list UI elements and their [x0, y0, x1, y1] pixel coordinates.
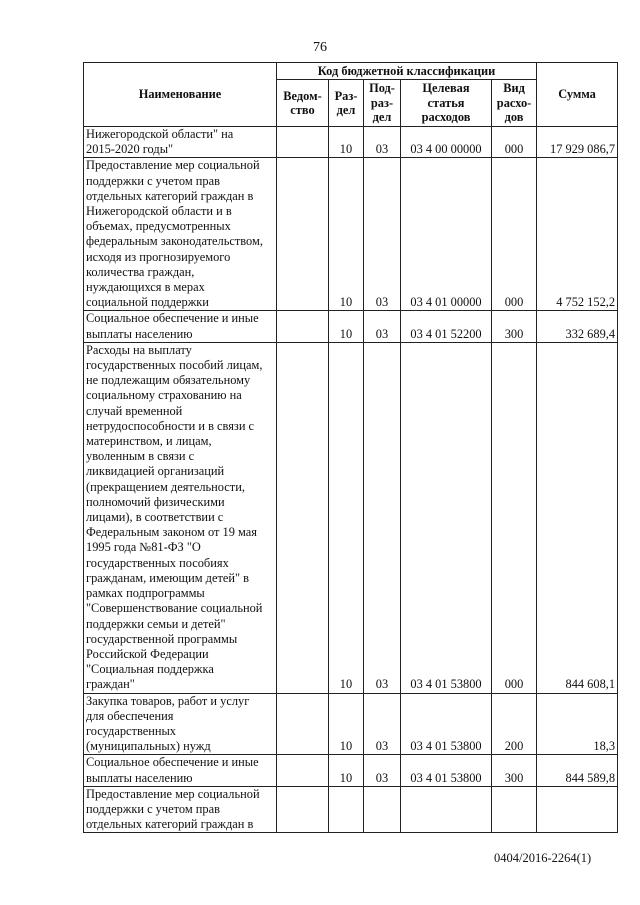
header-razdel: Раз- дел	[329, 80, 364, 127]
row-razdel: 10	[329, 158, 364, 311]
row-vid: 000	[492, 158, 537, 311]
header-podrazdel: Под- раз- дел	[364, 80, 401, 127]
row-sum: 844 589,8	[537, 755, 618, 786]
row-vid	[492, 786, 537, 833]
row-podrazdel: 03	[364, 158, 401, 311]
budget-table	[83, 62, 618, 833]
row-podrazdel: 03	[364, 127, 401, 158]
row-vid: 000	[492, 127, 537, 158]
header-sum: Сумма	[537, 63, 618, 127]
row-target: 03 4 01 53800	[401, 342, 492, 693]
row-target: 03 4 01 52200	[401, 311, 492, 342]
table-row	[84, 693, 618, 755]
row-target: 03 4 01 53800	[401, 755, 492, 786]
row-razdel	[329, 786, 364, 833]
row-vedomstvo	[277, 127, 329, 158]
row-podrazdel: 03	[364, 311, 401, 342]
row-sum: 18,3	[537, 693, 618, 755]
row-target: 03 4 01 53800	[401, 693, 492, 755]
row-sum: 17 929 086,7	[537, 127, 618, 158]
row-target	[401, 786, 492, 833]
row-podrazdel: 03	[364, 342, 401, 693]
row-sum: 844 608,1	[537, 342, 618, 693]
table-row	[84, 342, 618, 693]
document-code: 0404/2016-2264(1)	[494, 851, 592, 865]
header-vedomstvo: Ведом- ство	[277, 80, 329, 127]
row-vedomstvo	[277, 693, 329, 755]
row-razdel: 10	[329, 342, 364, 693]
table-row	[84, 158, 618, 311]
page-number: 76	[313, 40, 327, 55]
table-row	[84, 127, 618, 158]
row-name: Предоставление мер социальной поддержки с учетом прав отдельных категорий граждан в	[84, 786, 277, 833]
row-razdel: 10	[329, 755, 364, 786]
table-row	[84, 755, 618, 786]
row-target: 03 4 00 00000	[401, 127, 492, 158]
row-name: Нижегородской области" на 2015-2020 годы"	[84, 127, 277, 158]
row-razdel: 10	[329, 693, 364, 755]
header-name: Наименование	[84, 63, 277, 127]
table-body	[84, 127, 618, 833]
header-code-group: Код бюджетной классификации	[277, 63, 537, 80]
row-name: Социальное обеспечение и иные выплаты населению	[84, 755, 277, 786]
row-vid: 200	[492, 693, 537, 755]
row-name: Социальное обеспечение и иные выплаты населению	[84, 311, 277, 342]
row-name: Предоставление мер социальной поддержки с учетом прав отдельных категорий граждан в Нижегородской области и в объемах, предусмотренных федеральным законодательством, исходя из прогнозируемого количества граждан, нуждающихся в мерах социальной поддержки	[84, 158, 277, 311]
row-vedomstvo	[277, 786, 329, 833]
row-vedomstvo	[277, 755, 329, 786]
row-podrazdel: 03	[364, 693, 401, 755]
row-razdel: 10	[329, 127, 364, 158]
row-vedomstvo	[277, 158, 329, 311]
row-vid: 300	[492, 755, 537, 786]
table-row	[84, 311, 618, 342]
row-vid: 300	[492, 311, 537, 342]
row-vedomstvo	[277, 311, 329, 342]
row-vedomstvo	[277, 342, 329, 693]
row-sum	[537, 786, 618, 833]
header-target: Целевая статья расходов	[401, 80, 492, 127]
row-sum: 332 689,4	[537, 311, 618, 342]
row-podrazdel: 03	[364, 755, 401, 786]
row-razdel: 10	[329, 311, 364, 342]
row-podrazdel	[364, 786, 401, 833]
row-sum: 4 752 152,2	[537, 158, 618, 311]
table-row	[84, 786, 618, 833]
row-name: Расходы на выплату государственных пособий лицам, не подлежащим обязательному социальному страхованию на случай временной нетрудоспособности и в связи с материнством, и лицам, уволенным в связи с ликвидацией организаций (прекращением деятельности, полномочий физическими лицами), в соответствии с Федеральным законом от 19 мая 1995 года №81-ФЗ "О государственных пособиях гражданам, имеющим детей" в рамках подпрограммы "Совершенствование социальной поддержки семьи и детей" государственной программы Российской Федерации "Социальная поддержка граждан"	[84, 342, 277, 693]
row-target: 03 4 01 00000	[401, 158, 492, 311]
row-name: Закупка товаров, работ и услуг для обеспечения государственных (муниципальных) нужд	[84, 693, 277, 755]
row-vid: 000	[492, 342, 537, 693]
header-vid: Вид расхо- дов	[492, 80, 537, 127]
